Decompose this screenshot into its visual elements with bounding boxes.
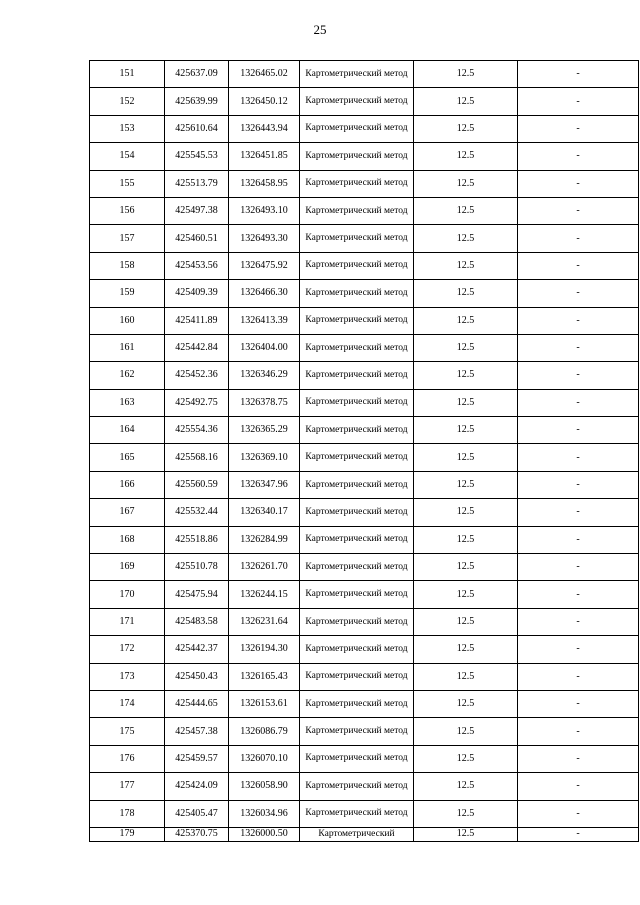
y-coordinate-cell: 1326378.75 [229, 389, 300, 416]
note-cell: - [518, 444, 639, 471]
x-coordinate-cell: 425452.36 [165, 362, 229, 389]
method-cell: Картометрический метод [300, 115, 414, 142]
method-cell: Картометрический метод [300, 718, 414, 745]
method-cell: Картометрический метод [300, 280, 414, 307]
note-cell: - [518, 800, 639, 827]
point-number-cell: 171 [90, 608, 165, 635]
y-coordinate-cell: 1326493.30 [229, 225, 300, 252]
table-row [90, 334, 639, 361]
table-row [90, 526, 639, 553]
note-cell: - [518, 197, 639, 224]
method-cell: Картометрический метод [300, 745, 414, 772]
point-number-cell: 156 [90, 197, 165, 224]
method-cell: Картометрический метод [300, 608, 414, 635]
accuracy-cell: 12.5 [414, 471, 518, 498]
x-coordinate-cell: 425453.56 [165, 252, 229, 279]
y-coordinate-cell: 1326165.43 [229, 663, 300, 690]
x-coordinate-cell: 425450.43 [165, 663, 229, 690]
note-cell: - [518, 745, 639, 772]
point-number-cell: 153 [90, 115, 165, 142]
table-row [90, 663, 639, 690]
note-cell: - [518, 225, 639, 252]
y-coordinate-cell: 1326451.85 [229, 143, 300, 170]
method-cell: Картометрический метод [300, 88, 414, 115]
note-cell: - [518, 690, 639, 717]
point-number-cell: 175 [90, 718, 165, 745]
accuracy-cell: 12.5 [414, 170, 518, 197]
y-coordinate-cell: 1326000.50 [229, 827, 300, 841]
note-cell: - [518, 280, 639, 307]
note-cell: - [518, 581, 639, 608]
point-number-cell: 177 [90, 773, 165, 800]
table-row [90, 718, 639, 745]
point-number-cell: 169 [90, 554, 165, 581]
method-cell: Картометрический метод [300, 225, 414, 252]
x-coordinate-cell: 425518.86 [165, 526, 229, 553]
table-row [90, 225, 639, 252]
accuracy-cell: 12.5 [414, 745, 518, 772]
point-number-cell: 159 [90, 280, 165, 307]
accuracy-cell: 12.5 [414, 225, 518, 252]
accuracy-cell: 12.5 [414, 800, 518, 827]
accuracy-cell: 12.5 [414, 608, 518, 635]
table-row [90, 197, 639, 224]
point-number-cell: 174 [90, 690, 165, 717]
method-cell: Картометрический метод [300, 499, 414, 526]
table-row [90, 745, 639, 772]
note-cell: - [518, 827, 639, 841]
point-number-cell: 178 [90, 800, 165, 827]
y-coordinate-cell: 1326450.12 [229, 88, 300, 115]
note-cell: - [518, 170, 639, 197]
accuracy-cell: 12.5 [414, 718, 518, 745]
x-coordinate-cell: 425370.75 [165, 827, 229, 841]
table-row [90, 252, 639, 279]
accuracy-cell: 12.5 [414, 773, 518, 800]
x-coordinate-cell: 425560.59 [165, 471, 229, 498]
method-cell: Картометрический [300, 827, 414, 841]
x-coordinate-cell: 425411.89 [165, 307, 229, 334]
y-coordinate-cell: 1326086.79 [229, 718, 300, 745]
method-cell: Картометрический метод [300, 252, 414, 279]
y-coordinate-cell: 1326346.29 [229, 362, 300, 389]
note-cell: - [518, 554, 639, 581]
method-cell: Картометрический метод [300, 636, 414, 663]
y-coordinate-cell: 1326369.10 [229, 444, 300, 471]
table-row [90, 773, 639, 800]
table-row [90, 417, 639, 444]
accuracy-cell: 12.5 [414, 197, 518, 224]
point-number-cell: 157 [90, 225, 165, 252]
point-number-cell: 162 [90, 362, 165, 389]
accuracy-cell: 12.5 [414, 417, 518, 444]
x-coordinate-cell: 425442.84 [165, 334, 229, 361]
x-coordinate-cell: 425442.37 [165, 636, 229, 663]
point-number-cell: 165 [90, 444, 165, 471]
y-coordinate-cell: 1326465.02 [229, 61, 300, 88]
x-coordinate-cell: 425424.09 [165, 773, 229, 800]
page-number: 25 [313, 22, 327, 37]
accuracy-cell: 12.5 [414, 444, 518, 471]
table-row [90, 581, 639, 608]
note-cell: - [518, 417, 639, 444]
x-coordinate-cell: 425492.75 [165, 389, 229, 416]
accuracy-cell: 12.5 [414, 636, 518, 663]
table-row [90, 61, 639, 88]
point-number-cell: 160 [90, 307, 165, 334]
note-cell: - [518, 143, 639, 170]
accuracy-cell: 12.5 [414, 362, 518, 389]
note-cell: - [518, 389, 639, 416]
accuracy-cell: 12.5 [414, 307, 518, 334]
method-cell: Картометрический метод [300, 581, 414, 608]
point-number-cell: 179 [90, 827, 165, 841]
note-cell: - [518, 61, 639, 88]
y-coordinate-cell: 1326058.90 [229, 773, 300, 800]
method-cell: Картометрический метод [300, 143, 414, 170]
method-cell: Картометрический метод [300, 690, 414, 717]
table-row [90, 307, 639, 334]
note-cell: - [518, 334, 639, 361]
y-coordinate-cell: 1326194.30 [229, 636, 300, 663]
method-cell: Картометрический метод [300, 307, 414, 334]
note-cell: - [518, 526, 639, 553]
table-row [90, 170, 639, 197]
method-cell: Картометрический метод [300, 170, 414, 197]
y-coordinate-cell: 1326443.94 [229, 115, 300, 142]
method-cell: Картометрический метод [300, 61, 414, 88]
method-cell: Картометрический метод [300, 773, 414, 800]
x-coordinate-cell: 425475.94 [165, 581, 229, 608]
y-coordinate-cell: 1326231.64 [229, 608, 300, 635]
y-coordinate-cell: 1326034.96 [229, 800, 300, 827]
y-coordinate-cell: 1326404.00 [229, 334, 300, 361]
table-row [90, 636, 639, 663]
note-cell: - [518, 663, 639, 690]
accuracy-cell: 12.5 [414, 499, 518, 526]
y-coordinate-cell: 1326365.29 [229, 417, 300, 444]
x-coordinate-cell: 425459.57 [165, 745, 229, 772]
method-cell: Картометрический метод [300, 471, 414, 498]
y-coordinate-cell: 1326244.15 [229, 581, 300, 608]
point-number-cell: 176 [90, 745, 165, 772]
point-number-cell: 164 [90, 417, 165, 444]
y-coordinate-cell: 1326458.95 [229, 170, 300, 197]
table-row [90, 115, 639, 142]
note-cell: - [518, 636, 639, 663]
accuracy-cell: 12.5 [414, 115, 518, 142]
table-row [90, 608, 639, 635]
note-cell: - [518, 471, 639, 498]
note-cell: - [518, 608, 639, 635]
point-number-cell: 173 [90, 663, 165, 690]
point-number-cell: 161 [90, 334, 165, 361]
y-coordinate-cell: 1326153.61 [229, 690, 300, 717]
y-coordinate-cell: 1326340.17 [229, 499, 300, 526]
note-cell: - [518, 718, 639, 745]
accuracy-cell: 12.5 [414, 663, 518, 690]
point-number-cell: 158 [90, 252, 165, 279]
method-cell: Картометрический метод [300, 800, 414, 827]
note-cell: - [518, 252, 639, 279]
point-number-cell: 154 [90, 143, 165, 170]
table-row [90, 88, 639, 115]
point-number-cell: 168 [90, 526, 165, 553]
note-cell: - [518, 499, 639, 526]
note-cell: - [518, 773, 639, 800]
x-coordinate-cell: 425545.53 [165, 143, 229, 170]
accuracy-cell: 12.5 [414, 827, 518, 841]
coordinates-table [89, 60, 639, 842]
y-coordinate-cell: 1326493.10 [229, 197, 300, 224]
accuracy-cell: 12.5 [414, 61, 518, 88]
x-coordinate-cell: 425639.99 [165, 88, 229, 115]
y-coordinate-cell: 1326466.30 [229, 280, 300, 307]
table-row [90, 280, 639, 307]
y-coordinate-cell: 1326475.92 [229, 252, 300, 279]
accuracy-cell: 12.5 [414, 581, 518, 608]
note-cell: - [518, 362, 639, 389]
x-coordinate-cell: 425610.64 [165, 115, 229, 142]
y-coordinate-cell: 1326347.96 [229, 471, 300, 498]
x-coordinate-cell: 425568.16 [165, 444, 229, 471]
table-row [90, 800, 639, 827]
accuracy-cell: 12.5 [414, 334, 518, 361]
table-row [90, 827, 639, 841]
point-number-cell: 155 [90, 170, 165, 197]
x-coordinate-cell: 425460.51 [165, 225, 229, 252]
point-number-cell: 152 [90, 88, 165, 115]
method-cell: Картометрический метод [300, 526, 414, 553]
x-coordinate-cell: 425405.47 [165, 800, 229, 827]
accuracy-cell: 12.5 [414, 526, 518, 553]
accuracy-cell: 12.5 [414, 554, 518, 581]
method-cell: Картометрический метод [300, 389, 414, 416]
point-number-cell: 163 [90, 389, 165, 416]
method-cell: Картометрический метод [300, 334, 414, 361]
table-row [90, 499, 639, 526]
x-coordinate-cell: 425554.36 [165, 417, 229, 444]
y-coordinate-cell: 1326070.10 [229, 745, 300, 772]
x-coordinate-cell: 425513.79 [165, 170, 229, 197]
table-row [90, 471, 639, 498]
x-coordinate-cell: 425444.65 [165, 690, 229, 717]
table-row [90, 362, 639, 389]
coordinates-table-body [90, 61, 639, 842]
method-cell: Картометрический метод [300, 663, 414, 690]
point-number-cell: 170 [90, 581, 165, 608]
table-row [90, 444, 639, 471]
accuracy-cell: 12.5 [414, 88, 518, 115]
point-number-cell: 151 [90, 61, 165, 88]
method-cell: Картометрический метод [300, 554, 414, 581]
method-cell: Картометрический метод [300, 417, 414, 444]
accuracy-cell: 12.5 [414, 690, 518, 717]
y-coordinate-cell: 1326284.99 [229, 526, 300, 553]
table-row [90, 554, 639, 581]
table-row [90, 690, 639, 717]
accuracy-cell: 12.5 [414, 252, 518, 279]
x-coordinate-cell: 425532.44 [165, 499, 229, 526]
accuracy-cell: 12.5 [414, 143, 518, 170]
table-row [90, 389, 639, 416]
accuracy-cell: 12.5 [414, 280, 518, 307]
x-coordinate-cell: 425497.38 [165, 197, 229, 224]
x-coordinate-cell: 425637.09 [165, 61, 229, 88]
point-number-cell: 166 [90, 471, 165, 498]
point-number-cell: 167 [90, 499, 165, 526]
note-cell: - [518, 115, 639, 142]
point-number-cell: 172 [90, 636, 165, 663]
method-cell: Картометрический метод [300, 362, 414, 389]
y-coordinate-cell: 1326413.39 [229, 307, 300, 334]
accuracy-cell: 12.5 [414, 389, 518, 416]
x-coordinate-cell: 425483.58 [165, 608, 229, 635]
table-row [90, 143, 639, 170]
note-cell: - [518, 307, 639, 334]
x-coordinate-cell: 425510.78 [165, 554, 229, 581]
method-cell: Картометрический метод [300, 444, 414, 471]
method-cell: Картометрический метод [300, 197, 414, 224]
note-cell: - [518, 88, 639, 115]
x-coordinate-cell: 425409.39 [165, 280, 229, 307]
x-coordinate-cell: 425457.38 [165, 718, 229, 745]
y-coordinate-cell: 1326261.70 [229, 554, 300, 581]
